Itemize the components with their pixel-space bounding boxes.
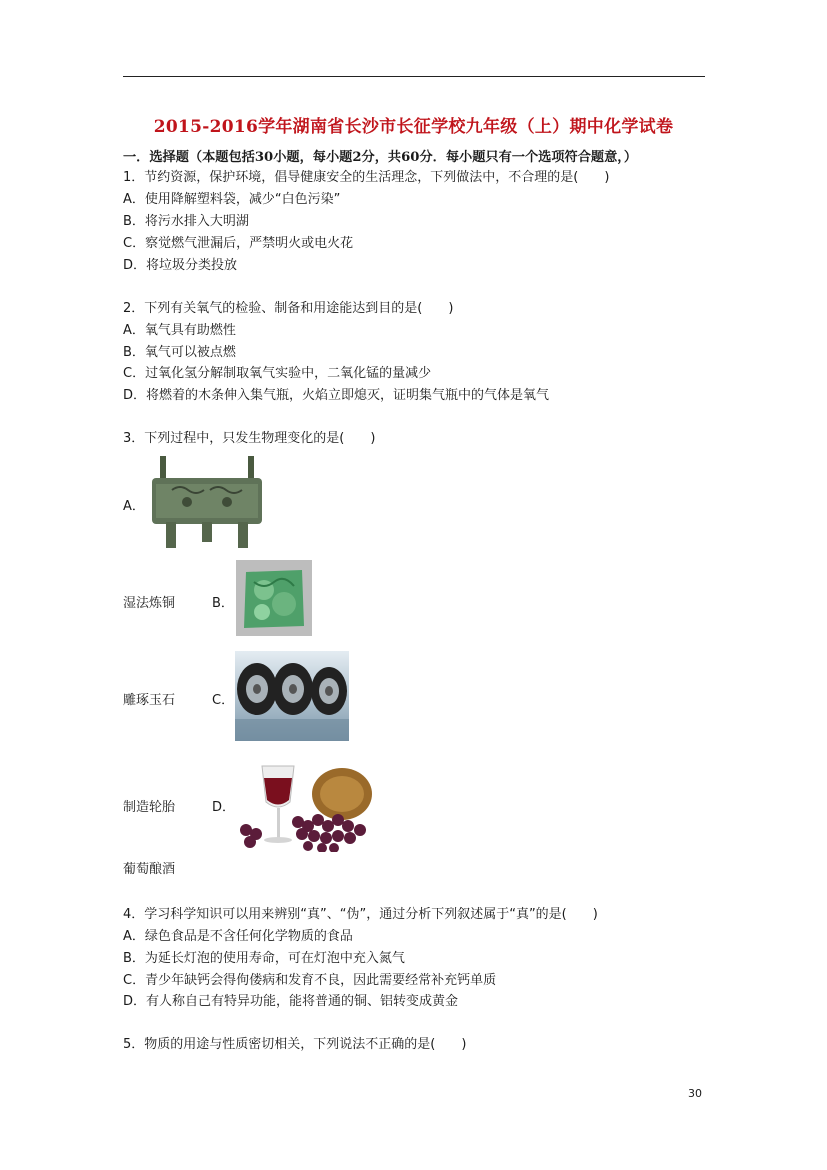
question-4-stem: 4．学习科学知识可以用来辨别“真”、“伪”，通过分析下列叙述属于“真”的是( ) (123, 907, 598, 922)
question-3-option-c-caption: 制造轮胎 (123, 800, 176, 815)
grapes-wine-image (236, 760, 374, 852)
question-3-option-a-letter: A． (123, 499, 145, 514)
tires-image (235, 651, 349, 741)
question-3-option-c-letter: C． (212, 693, 235, 708)
question-3-option-d-letter: D． (212, 800, 236, 815)
question-5-stem: 5．物质的用途与性质密切相关，下列说法不正确的是( ) (123, 1037, 467, 1052)
question-1-option-b: B．将污水排入大明湖 (123, 214, 249, 229)
section-heading: 一．选择题（本题包括30小题，每小题2分，共60分．每小题只有一个选项符合题意，） (123, 150, 638, 165)
question-2-option-a: A．氧气具有助燃性 (123, 323, 236, 338)
question-4-option-c: C．青少年缺钙会得佝偻病和发育不良，因此需要经常补充钙单质 (123, 973, 497, 988)
question-3-stem: 3．下列过程中，只发生物理变化的是( ) (123, 431, 376, 446)
question-3-option-d-caption: 葡萄酿酒 (123, 862, 176, 877)
header-rule (123, 76, 705, 77)
question-1-option-d: D．将垃圾分类投放 (123, 258, 238, 273)
question-1-option-c: C．察觉燃气泄漏后，严禁明火或电火花 (123, 236, 354, 251)
question-2-option-c: C．过氧化氢分解制取氧气实验中，二氧化锰的量减少 (123, 366, 432, 381)
question-1-option-a: A．使用降解塑料袋，减少“白色污染” (123, 192, 341, 207)
bronze-ding-image (152, 456, 262, 550)
question-3-option-b-letter: B． (212, 596, 234, 611)
question-3-option-a-caption: 湿法炼铜 (123, 596, 176, 611)
question-2-stem: 2．下列有关氧气的检验、制备和用途能达到目的是( ) (123, 301, 454, 316)
question-4-option-d: D．有人称自己有特异功能，能将普通的铜、铝转变成黄金 (123, 994, 459, 1009)
question-1-stem: 1．节约资源，保护环境，倡导健康安全的生活理念，下列做法中，不合理的是( ) (123, 170, 610, 185)
page-title: 2015-2016学年湖南省长沙市长征学校九年级（上）期中化学试卷 (153, 117, 674, 137)
question-2-option-d: D．将燃着的木条伸入集气瓶，火焰立即熄灭，证明集气瓶中的气体是氧气 (123, 388, 550, 403)
jade-carving-image (236, 560, 312, 636)
question-2-option-b: B．氧气可以被点燃 (123, 345, 236, 360)
question-4-option-a: A．绿色食品是不含任何化学物质的食品 (123, 929, 353, 944)
question-3-option-b-caption: 雕琢玉石 (123, 693, 176, 708)
page-number: 30 (688, 1087, 702, 1100)
question-4-option-b: B．为延长灯泡的使用寿命，可在灯泡中充入氮气 (123, 951, 405, 966)
